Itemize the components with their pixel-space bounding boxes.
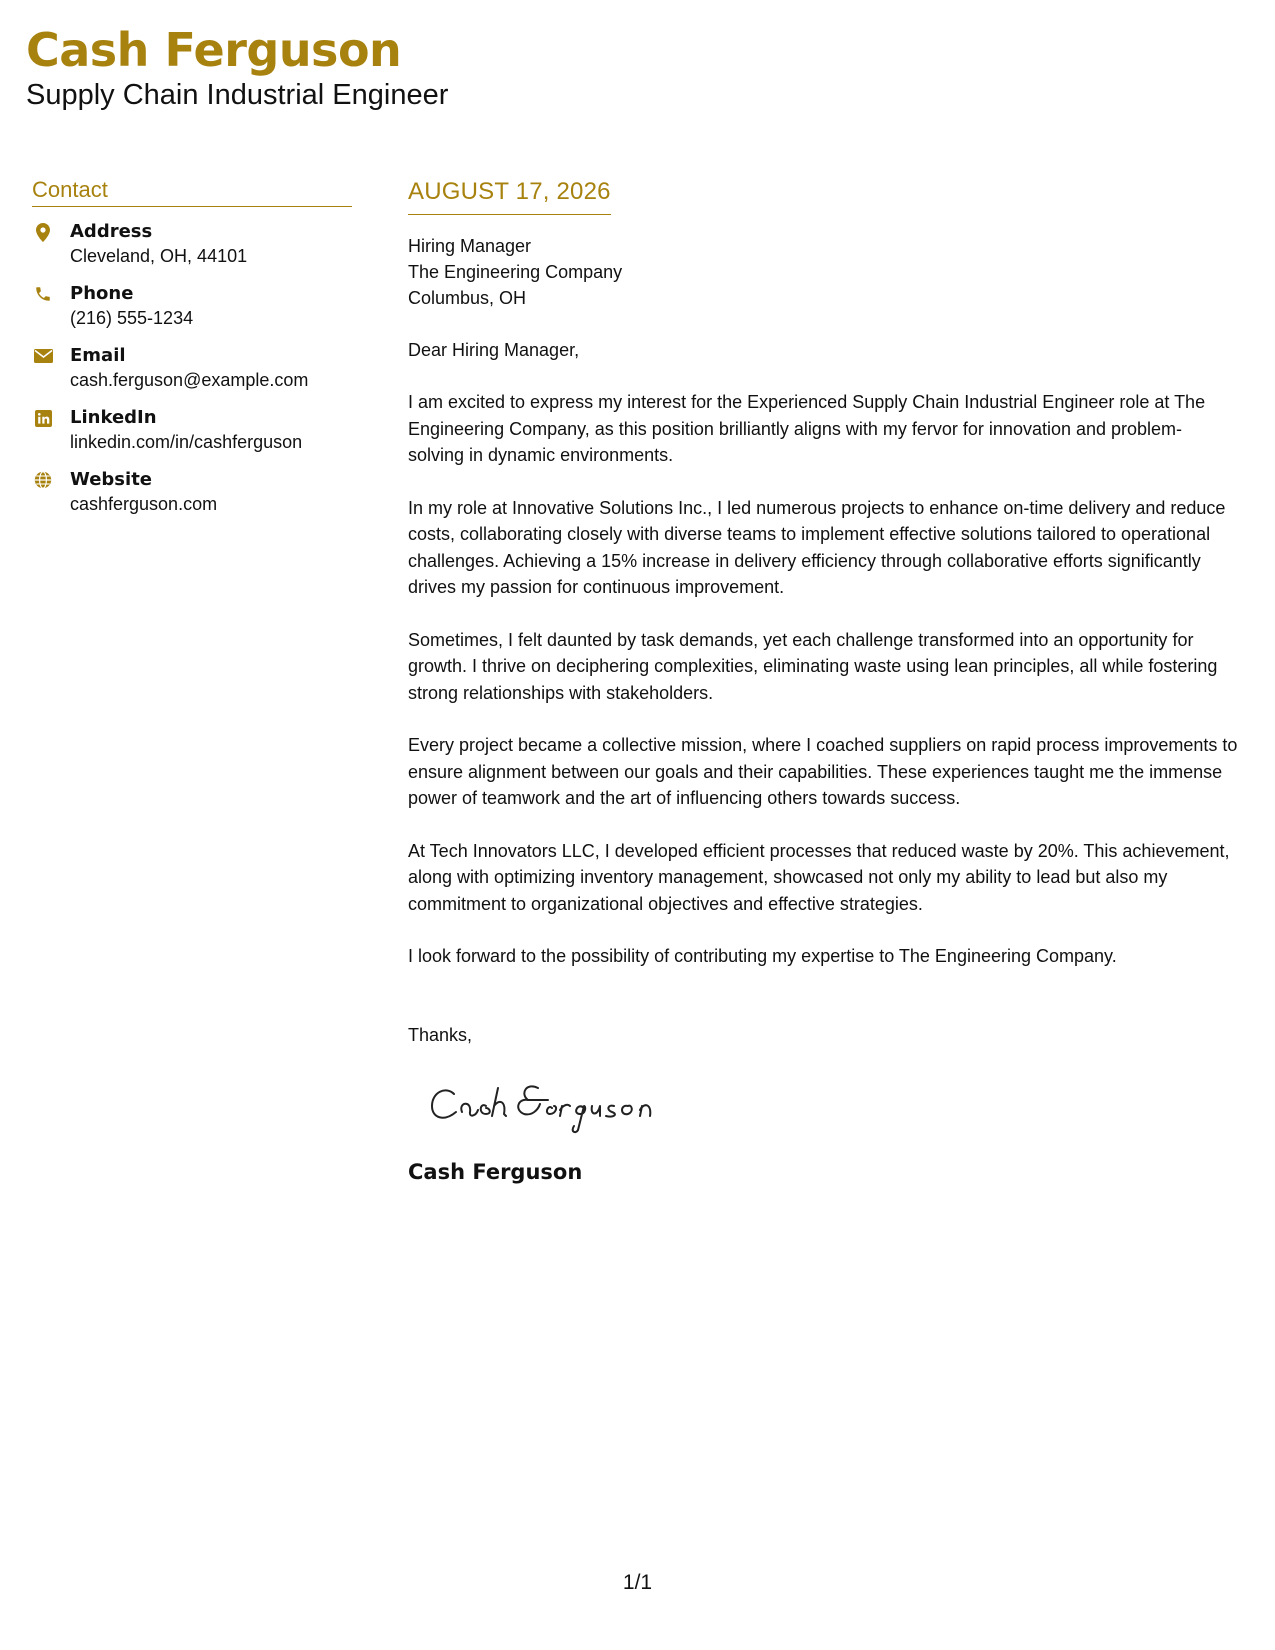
recipient-name: Hiring Manager bbox=[408, 236, 532, 256]
signer-name: Cash Ferguson bbox=[408, 1159, 583, 1184]
body-paragraph: I look forward to the possibility of contributing my expertise to The Engineering Company. bbox=[408, 946, 1117, 966]
contact-heading: Contact bbox=[32, 176, 352, 207]
page-number: 1/1 bbox=[622, 1571, 653, 1594]
contact-item-website bbox=[32, 467, 352, 517]
applicant-job-title: Supply Chain Industrial Engineer bbox=[26, 79, 449, 111]
contact-label: Address bbox=[70, 221, 153, 242]
body-paragraph: At Tech Innovators LLC, I developed efficient processes that reduced waste by 20%. This achievement, along with optimizing inventory management, showcased not only my ability to lead but also my commitment to organizational objectives and effective strategies. bbox=[408, 840, 1230, 914]
body-paragraph: In my role at Innovative Solutions Inc., I led numerous projects to enhance on-time delivery and reduce costs, collaborating closely with diverse teams to implement effective solutions tailored to operational challenges. Achieving a 15% increase in delivery efficiency through collaborative efforts significantly drives my passion for continuous improvement. bbox=[408, 497, 1226, 597]
phone-icon bbox=[32, 283, 54, 305]
contact-label: Website bbox=[70, 469, 153, 490]
recipient-block bbox=[408, 233, 1238, 311]
body-paragraph: I am excited to express my interest for the Experienced Supply Chain Industrial Engineer role at The Engineering Company, as this position brilliantly aligns with my fervor for innovation and problem-solving in dynamic environments. bbox=[408, 392, 1206, 465]
globe-icon bbox=[32, 469, 54, 491]
phone-value: (216) 555-1234 bbox=[70, 308, 194, 328]
recipient-company: The Engineering Company bbox=[408, 262, 623, 282]
website-value[interactable]: cashferguson.com bbox=[70, 494, 218, 514]
address-value: Cleveland, OH, 44101 bbox=[70, 246, 248, 266]
linkedin-value[interactable]: linkedin.com/in/cashferguson bbox=[70, 432, 303, 452]
contact-sidebar bbox=[32, 176, 352, 529]
contact-label: Email bbox=[70, 345, 126, 366]
contact-label: Phone bbox=[70, 283, 134, 304]
contact-item-phone bbox=[32, 281, 352, 331]
letter-date: AUGUST 17, 2026 bbox=[408, 176, 611, 215]
body-paragraph: Sometimes, I felt daunted by task demands, yet each challenge transformed into an opportunity for growth. I thrive on deciphering complexities, eliminating waste using lean principles, all while fostering strong relationships with stakeholders. bbox=[408, 629, 1218, 703]
map-pin-icon bbox=[32, 221, 54, 243]
contact-item-email bbox=[32, 343, 352, 393]
letter-body bbox=[408, 176, 1238, 1186]
contact-item-address bbox=[32, 219, 352, 269]
recipient-location: Columbus, OH bbox=[408, 288, 527, 308]
envelope-icon bbox=[32, 345, 54, 367]
handwritten-signature bbox=[428, 1072, 1238, 1134]
applicant-name: Cash Ferguson bbox=[26, 23, 402, 77]
letter-header bbox=[26, 22, 926, 112]
body-paragraph: Every project became a collective mission, where I coached suppliers on rapid process improvements to ensure alignment between our goals and their capabilities. These experiences taught me the immense power of teamwork and the art of influencing others towards success. bbox=[408, 735, 1238, 808]
salutation: Dear Hiring Manager, bbox=[408, 340, 580, 360]
linkedin-icon bbox=[32, 407, 54, 429]
contact-label: LinkedIn bbox=[70, 407, 157, 428]
closing: Thanks, bbox=[408, 1024, 473, 1045]
email-value[interactable]: cash.ferguson@example.com bbox=[70, 370, 309, 390]
contact-item-linkedin bbox=[32, 405, 352, 455]
